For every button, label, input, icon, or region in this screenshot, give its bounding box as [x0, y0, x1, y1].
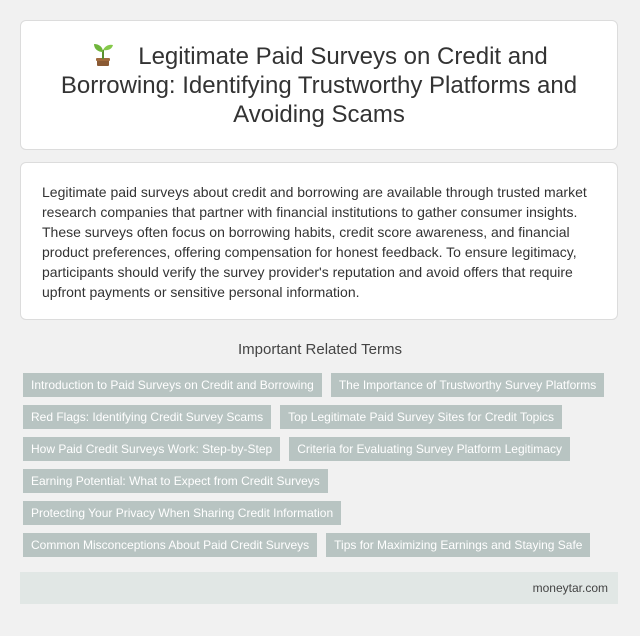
- related-terms-heading: Important Related Terms: [238, 341, 402, 358]
- related-term-tag[interactable]: Common Misconceptions About Paid Credit Surveys: [23, 533, 317, 557]
- related-terms-list: [23, 373, 623, 557]
- related-term-tag[interactable]: How Paid Credit Surveys Work: Step-by-Step: [23, 437, 280, 461]
- footer-site-link[interactable]: moneytar.com: [532, 581, 608, 595]
- summary-card: [20, 162, 618, 320]
- related-term-tag[interactable]: Red Flags: Identifying Credit Survey Scams: [23, 405, 271, 429]
- related-term-tag[interactable]: Earning Potential: What to Expect from Credit Surveys: [23, 469, 328, 493]
- related-term-tag[interactable]: Introduction to Paid Surveys on Credit and Borrowing: [23, 373, 322, 397]
- related-term-tag[interactable]: Tips for Maximizing Earnings and Staying Safe: [326, 533, 590, 557]
- footer: [20, 572, 618, 604]
- summary-text: Legitimate paid surveys about credit and borrowing are available through trusted market research companies that partner with financial institutions to gather consumer insights. These surveys often focus on borrowing habits, credit score awareness, and financial product preferences, offering compensation for honest feedback. To ensure legitimacy, participants should verify the survey provider's reputation and avoid offers that require upfront payments or sensitive personal information.: [42, 184, 587, 300]
- related-term-tag[interactable]: The Importance of Trustworthy Survey Platforms: [331, 373, 604, 397]
- sprout-icon: [90, 41, 116, 67]
- title-card: [20, 20, 618, 150]
- related-term-tag[interactable]: Criteria for Evaluating Survey Platform Legitimacy: [289, 437, 570, 461]
- related-term-tag[interactable]: Top Legitimate Paid Survey Sites for Credit Topics: [280, 405, 562, 429]
- page-title: [51, 41, 587, 129]
- related-term-tag[interactable]: Protecting Your Privacy When Sharing Credit Information: [23, 501, 341, 525]
- page-title-text: Legitimate Paid Surveys on Credit and Borrowing: Identifying Trustworthy Platforms and Avoiding Scams: [60, 43, 578, 128]
